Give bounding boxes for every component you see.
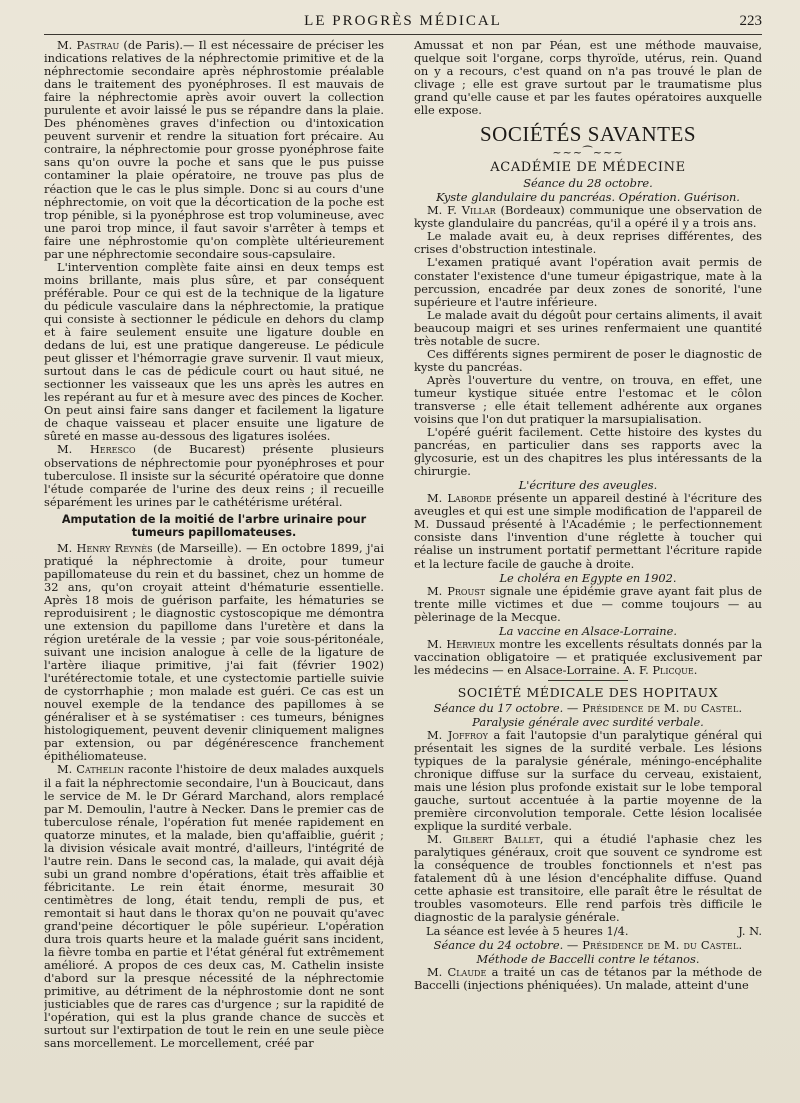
running-title: LE PROGRÈS MÉDICAL [304, 13, 502, 29]
subsection-title: Paralysie générale avec surdité verbale. [472, 714, 704, 729]
paragraph-text: raconte l'histoire de deux malades auxquels il a fait la néphrectomie secondaire, l'un à Boucicaut, dans le service de M. le Dr Gérard Marchand, alors remplacé par M. Demoulin, l'autre à Necker. Dans le premier cas de tuberculose rénale, l'opération fut menée rapidement en quatorze minutes, et la malade, bien qu'affaiblie, guérit ; la division vésicale avait montré, d'ailleurs, l'intégrité de l'autre rein. Dans le second cas, la malade, qui avait déjà subi un grand nombre d'opérations, était très affaiblie et fébricitante. Le rein était énorme, mesurait 30 centimètres de long, était tendu, rempli de pus, et remontait si haut dans le thorax qu'on ne pouvait qu'avec grand'peine décortiquer le pôle supérieur. L'opération dura trois quarts heure et la malade guérit sans incident, la fièvre tomba en partie et l'état général fut extrêmement amélioré. A propos de ces deux cas, M. Cathelin insiste d'abord sur la presque nécessité de la néphrectomie primitive, au détriment de la néphrostomie dont ne sont justiciables que de rares cas d'urgence ; sur la rapidité de l'opération, qui est la plus grande chance de succès et surtout sur l'extirpation de tout le rein en une seule pièce sans morcellement. Le morcellement, créé par [44, 762, 384, 1051]
paragraph [414, 585, 762, 624]
session-date-line [414, 938, 762, 952]
section-heading: SOCIÉTÉS SAVANTES [479, 122, 697, 147]
paragraph-text: L'intervention complète faite ainsi en deux temps est moins brillante, mais plus sûre, et par conséquent préférable. Pour ce qui est de la technique de la ligature du pédicule vasculaire dans la néphrectomie, la pratique qui consiste à sectionner le pédicule en dehors du clamp et à faire seulement ensuite une ligature double en dedans de lui, est une pratique dangereuse. Le pédicule peut glisser et l'hémorragie grave survenir. Il vaut mieux, surtout dans le cas de pédicule court ou haut situé, ne sectionner les vaisseaux que les uns après les autres en les repérant au fur et à mesure avec des pinces de Kocher. On peut ainsi faire sans danger et facilement la ligature de chaque vaisseau et placer ensuite une ligature de sûreté en masse au-dessous des ligatures isolées. [44, 259, 384, 444]
subsection-title: La vaccine en Alsace-Lorraine. [499, 623, 677, 638]
speaker-name: M. Gilbert Ballet, [427, 832, 544, 847]
paragraph-text: (de Paris).— Il est nécessaire de préciser les indications relatives de la néphrectomie primitive et de la néphrectomie secondaire après néphrostomie préalable dans le traitement des pyonéphroses. Il est mauvais de faire la néphrectomie après avoir ouvert la collection purulente et avoir laissé le pus se répandre dans la plaie. Des phénomènes graves d'infection ou d'intoxication peuvent survenir et rendre la situation fort précaire. Au contraire, la néphrectomie pour grosse pyonéphrose faite sans qu'on ouvre la poche et sans que le pus puisse contaminer la plaie opératoire, ne trouve pas plus de réaction que le cas le plus simple. Donc si au cours d'une néphrectomie, on voit que la décortication de la poche est trop pénible, si la pyonéphrose est trop volumineuse, avec une paroi trop mince, il faut savoir s'arrêter à temps et faire une néphrostomie qu'on complète ultérieurement par une néphrectomie secondaire sous-capsulaire. [44, 39, 384, 261]
session-date-line [414, 701, 762, 715]
two-columns [44, 39, 762, 1094]
speaker-name: M. Henry Reynès [57, 540, 153, 555]
paragraph-text: (de Bucarest) présente plusieurs observations de néphrectomie pour pyonéphroses et pour tuberculose. Il insiste sur la sécurité opératoire que donne l'étude comparée de l'urine des deux reins ; il recueille séparément les urines par le cathétérisme urétéral. [44, 442, 384, 509]
closing-signature: J. N. [738, 923, 762, 938]
speaker-name: M. F. Villar [427, 203, 496, 218]
paragraph-text: Le malade avait eu, à deux reprises différentes, des crises d'obstruction intestinale. [414, 229, 762, 257]
paragraph-text: a fait l'autopsie d'un paralytique général qui présentait les signes de la surdité verbale. Les lésions typiques de la paralysie générale, méningo-encéphalite chronique diffuse sur la surface du cerveau, existaient, mais une lésion plus profonde existait sur le lobe temporal gauche, surtout accentuée à la partie moyenne de la première circonvolution temporale. Cette lésion localisée explique la surdité verbale. [414, 727, 762, 834]
paragraph [414, 204, 762, 230]
paragraph [414, 729, 762, 833]
paragraph-text: Le malade avait du dégoût pour certains aliments, il avait beaucoup maigri et ses urines renfermaient une quantité très notable de sucre. [414, 307, 762, 348]
paragraph-text: signale une épidémie grave ayant fait plus de trente mille victimes et due — comme toujours — au pèlerinage de la Mecque. [414, 583, 762, 624]
speaker-name: M. Laborde [427, 491, 492, 506]
session-date: Séance du 28 octobre. [523, 176, 653, 191]
subsection-title: Kyste glandulaire du pancréas. Opération. Guérison. [436, 190, 740, 205]
paragraph-text: Après l'ouverture du ventre, on trouva, en effet, une tumeur kystique située entre l'estomac et le côlon transverse ; elle était tellement adhérente aux organes voisins que l'on dut pratiquer la marsupialisation. [414, 372, 762, 427]
closing-line [414, 925, 762, 938]
subsection-title: Le choléra en Egypte en 1902. [499, 570, 677, 585]
paragraph [414, 374, 762, 426]
paragraph [414, 348, 762, 374]
speaker-name: M. Proust [427, 583, 486, 598]
paragraph [44, 542, 384, 764]
paragraph [44, 39, 384, 261]
paragraph-text: montre les excellents résultats donnés par la vaccination obligatoire — et pratiquée exclusivement par les médecins — en Alsace-Lorraine. [414, 636, 762, 677]
closing-text: La séance est levée à 5 heures 1/4. [426, 923, 629, 938]
speaker-name: M. Joffroy [427, 727, 488, 742]
subsection-title: Méthode de Baccelli contre le tétanos. [476, 951, 700, 966]
paragraph [414, 966, 762, 992]
page-header [44, 0, 762, 35]
session-presidency: — Présidence de M. du Castel. [566, 937, 743, 952]
paragraph-text: qui a étudié l'aphasie chez les paralytiques généraux, croit que souvent ce syndrome est la conséquence de troubles fonctionnels et n'est pas fatalement dû à une lésion d'encéphalite diffuse. Quand cette aphasie est transitoire, elle paraît être le résultat de troubles vasomoteurs. Elle rend parfois très difficile le diagnostic de la paralysie générale. [414, 832, 762, 925]
paragraph-text: L'examen pratiqué avant l'opération avait permis de constater l'existence d'une tumeur épigastrique, mate à la percussion, encadrée par deux zones de sonorité, l'une supérieure et l'autre inférieure. [414, 255, 762, 309]
paragraph [414, 230, 762, 256]
paragraph-text: a traité un cas de tétanos par la méthode de Baccelli (injections phéniquées). Un malade, atteint d'une [414, 964, 762, 992]
speaker-name: M. Cathelin [57, 762, 124, 777]
paragraph [44, 261, 384, 444]
speaker-name: M. Hervieux [427, 636, 496, 651]
paragraph [414, 426, 762, 478]
paragraph [44, 443, 384, 508]
session-presidency: — Présidence de M. du Castel. [566, 700, 743, 715]
paragraph [414, 39, 762, 117]
section-title: Amputation de la moitié de l'arbre urinaire pour tumeurs papillomateuses. [61, 512, 367, 539]
speaker-name: M. Heresco [57, 442, 136, 457]
paragraph [414, 492, 762, 570]
paragraph-text: (Bordeaux) communique une observation de kyste glandulaire du pancréas, qu'il a opéré il y a trois ans. [414, 203, 762, 231]
paragraph-text: présente un appareil destiné à l'écriture des aveugles et qui est une simple modification de l'appareil de M. Dussaud présenté à l'Académie ; le perfectionnement consiste dans l'invention d'une réglette à toucher qui réalise un instrument portatif permettant l'écriture rapide et la lecture facile de gauche à droite. [414, 491, 762, 571]
author-signature: A. F. Plicque. [623, 662, 698, 677]
right-column [414, 39, 762, 1094]
paragraph [414, 638, 762, 677]
paragraph [414, 833, 762, 924]
speaker-name: M. Claude [427, 964, 487, 979]
paragraph-text: Ces différents signes permirent de poser le diagnostic de kyste du pancréas. [414, 346, 762, 374]
speaker-name: M. Pastrau [57, 39, 120, 52]
paragraph [44, 763, 384, 1050]
paragraph [414, 256, 762, 308]
subsection-title: L'écriture des aveugles. [518, 478, 658, 493]
society-title: SOCIÉTÉ MÉDICALE DES HOPITAUX [457, 684, 719, 700]
session-date: Séance du 24 octobre. [433, 937, 564, 952]
ornament-divider: ~~~⁀~~~ [552, 146, 624, 160]
paragraph-text: (de Marseille). — En octobre 1899, j'ai pratiqué la néphrectomie à droite, pour tumeur papillomateuse du rein et du bassinet, chez un homme de 32 ans, qu'on croyait atteint d'hématurie essentielle. Après 18 mois de guérison parfaite, les hématuries se reproduisirent ; le diagnostic cystoscopique me démontra une extension du papillome dans l'uretère et dans la région uretérale de la vessie ; par voie sous-péritonéale, suivant une incision analogue à celle de la ligature de l'artère iliaque primitive, j'ai fait (février 1902) l'urétérectomie totale, et une cystectomie partielle suivie de cystorrhaphie ; mon malade est guéri. Ce cas est un nouvel exemple de la tendance des papillomes à se généraliser et à se systématiser : ces tumeurs, bénignes histologiquement, peuvent devenir cliniquement malignes par extension, ou par dégénérescence franchement épithéliomateuse. [44, 540, 384, 764]
paragraph-text: L'opéré guérit facilement. Cette histoire des kystes du pancréas, en particulier dans ses rapports avec la glycosurie, est un des chapitres les plus intéressants de la chirurgie. [414, 425, 762, 479]
paragraph [414, 309, 762, 348]
paragraph-text: Amussat et non par Péan, est une méthode mauvaise, quelque soit l'organe, corps thyroïde, utérus, rein. Quand on y a recours, c'est quand on n'a pas trouvé le plan de clivage ; elle est grave surtout par le traumatisme plus grand qu'elle cause et par les fautes opératoires auxquelle elle expose. [414, 39, 762, 118]
page-number: 223 [739, 13, 762, 29]
session-date: Séance du 17 octobre. [433, 700, 564, 715]
divider [548, 680, 628, 681]
left-column [44, 39, 384, 1094]
society-title: ACADÉMIE DE MÉDECINE [490, 160, 686, 176]
